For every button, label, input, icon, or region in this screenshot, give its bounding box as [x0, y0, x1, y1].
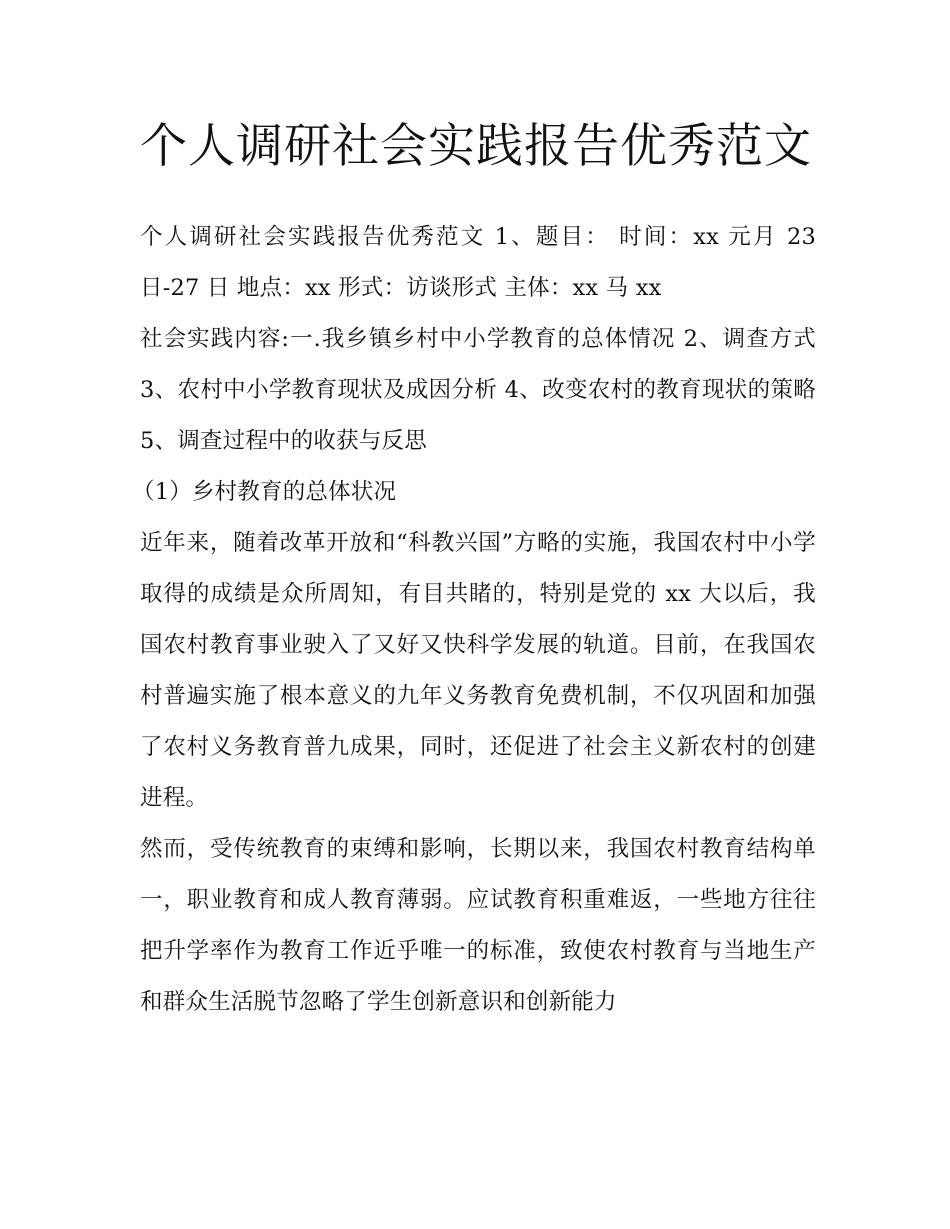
paragraph-contents: 社会实践内容:一.我乡镇乡村中小学教育的总体情况 2、调查方式 3、农村中小学教育现状及成因分析 4、改变农村的教育现状的策略 5、调查过程中的收获与反思	[140, 326, 816, 454]
document-title: 个人调研社会实践报告优秀范文	[140, 119, 812, 174]
paragraph-meta: 个人调研社会实践报告优秀范文 1、题目： 时间：xx 元月 23 日-27 日 地点：xx 形式：访谈形式 主体：xx 马 xx	[140, 224, 816, 301]
section-heading: （1）乡村教育的总体状况	[132, 479, 397, 505]
paragraph-body: 然而，受传统教育的束缚和影响，长期以来，我国农村教育结构单一，职业教育和成人教育薄弱。应试教育积重难返，一些地方往往把升学率作为教育工作近乎唯一的标准，致使农村教育与当地生产和群众生活脱节忽略了学生创新意识和创新能力	[140, 836, 816, 1015]
paragraph-body: 近年来，随着改革开放和“科教兴国”方略的实施，我国农村中小学取得的成绩是众所周知，有目共睹的，特别是党的 xx 大以后，我国农村教育事业驶入了又好又快科学发展的轨道。目前，在我国农村普遍实施了根本意义的九年义务教育免费机制，不仅巩固和加强了农村义务教育普九成果，同时，还促进了社会主义新农村的创建进程。	[140, 530, 816, 811]
document-body	[132, 212, 816, 1028]
document-page	[132, 108, 816, 1028]
